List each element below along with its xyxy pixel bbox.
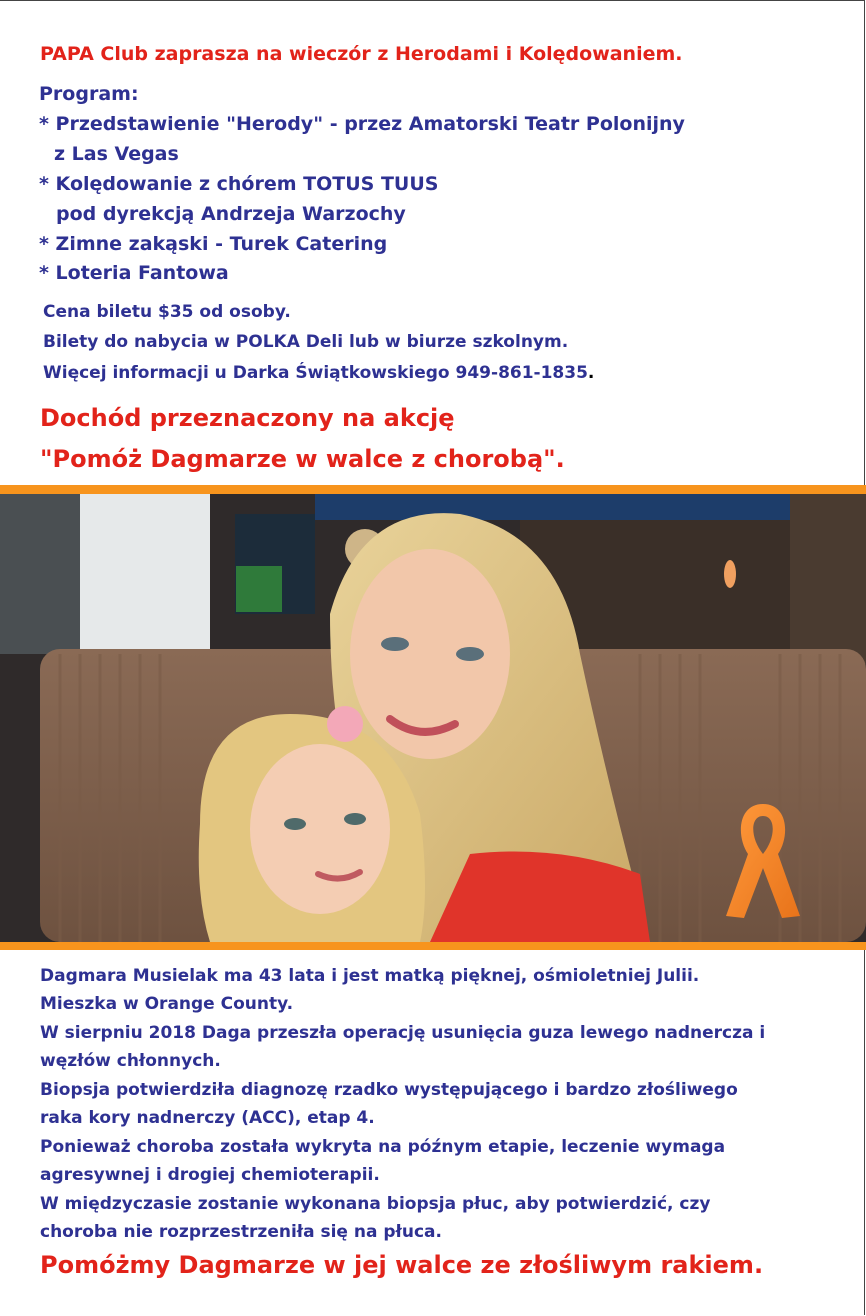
- story-line: Mieszka w Orange County.: [40, 994, 294, 1014]
- top-orange-bar: [0, 485, 866, 494]
- closing-text: Pomóżmy Dagmarze w jej walce ze złośliwym rakiem: [40, 1251, 754, 1279]
- program-line: * Kolędowanie z chórem TOTUS TUUS: [39, 173, 439, 195]
- program-line: z Las Vegas: [54, 143, 179, 165]
- orange-awareness-ribbon-icon: [718, 796, 808, 926]
- closing-appeal: [40, 1253, 763, 1277]
- story-line: Ponieważ choroba została wykryta na późnym etapie, leczenie wymaga: [40, 1137, 726, 1157]
- story-line: agresywnej i drogiej chemioterapii.: [40, 1165, 380, 1185]
- story-line: węzłów chłonnych.: [40, 1051, 221, 1071]
- story-line: raka kory nadnerczy (ACC), etap 4.: [40, 1108, 375, 1128]
- ticket-sales: Bilety do nabycia w POLKA Deli lub w biurze szkolnym.: [43, 332, 569, 352]
- program-line: * Loteria Fantowa: [39, 262, 229, 284]
- program-label: Program:: [39, 83, 139, 105]
- story-line: W sierpniu 2018 Daga przeszła operację usunięcia guza lewego nadnercza i: [40, 1023, 766, 1043]
- program-line: * Przedstawienie "Herody" - przez Amatorski Teatr Polonijny: [39, 113, 685, 135]
- story-line: Dagmara Musielak ma 43 lata i jest matką pięknej, ośmioletniej Julii.: [40, 966, 700, 986]
- story-line: W międzyczasie zostanie wykonana biopsja płuc, aby potwierdzić, czy: [40, 1194, 711, 1214]
- program-line: pod dyrekcją Andrzeja Warzochy: [56, 203, 406, 225]
- event-title: PAPA Club zaprasza na wieczór z Herodami i Kolędowaniem.: [40, 43, 683, 65]
- contact-info: [43, 365, 594, 382]
- bottom-orange-bar: [0, 942, 866, 950]
- family-photo: [0, 494, 866, 942]
- closing-period: .: [753, 1251, 764, 1279]
- program-line: * Zimne zakąski - Turek Catering: [39, 233, 388, 255]
- story-line: choroba nie rozprzestrzeniła się na płuca.: [40, 1222, 442, 1242]
- contact-text: Więcej informacji u Darka Świątkowskiego 949-861-1835: [43, 363, 588, 383]
- story-line: Biopsja potwierdziła diagnozę rzadko występującego i bardzo złośliwego: [40, 1080, 738, 1100]
- ticket-price: Cena biletu $35 od osoby.: [43, 302, 291, 322]
- proceeds-heading: Dochód przeznaczony na akcję: [40, 404, 455, 432]
- contact-period: .: [587, 363, 595, 383]
- proceeds-cause: "Pomóż Dagmarze w walce z chorobą".: [40, 445, 565, 473]
